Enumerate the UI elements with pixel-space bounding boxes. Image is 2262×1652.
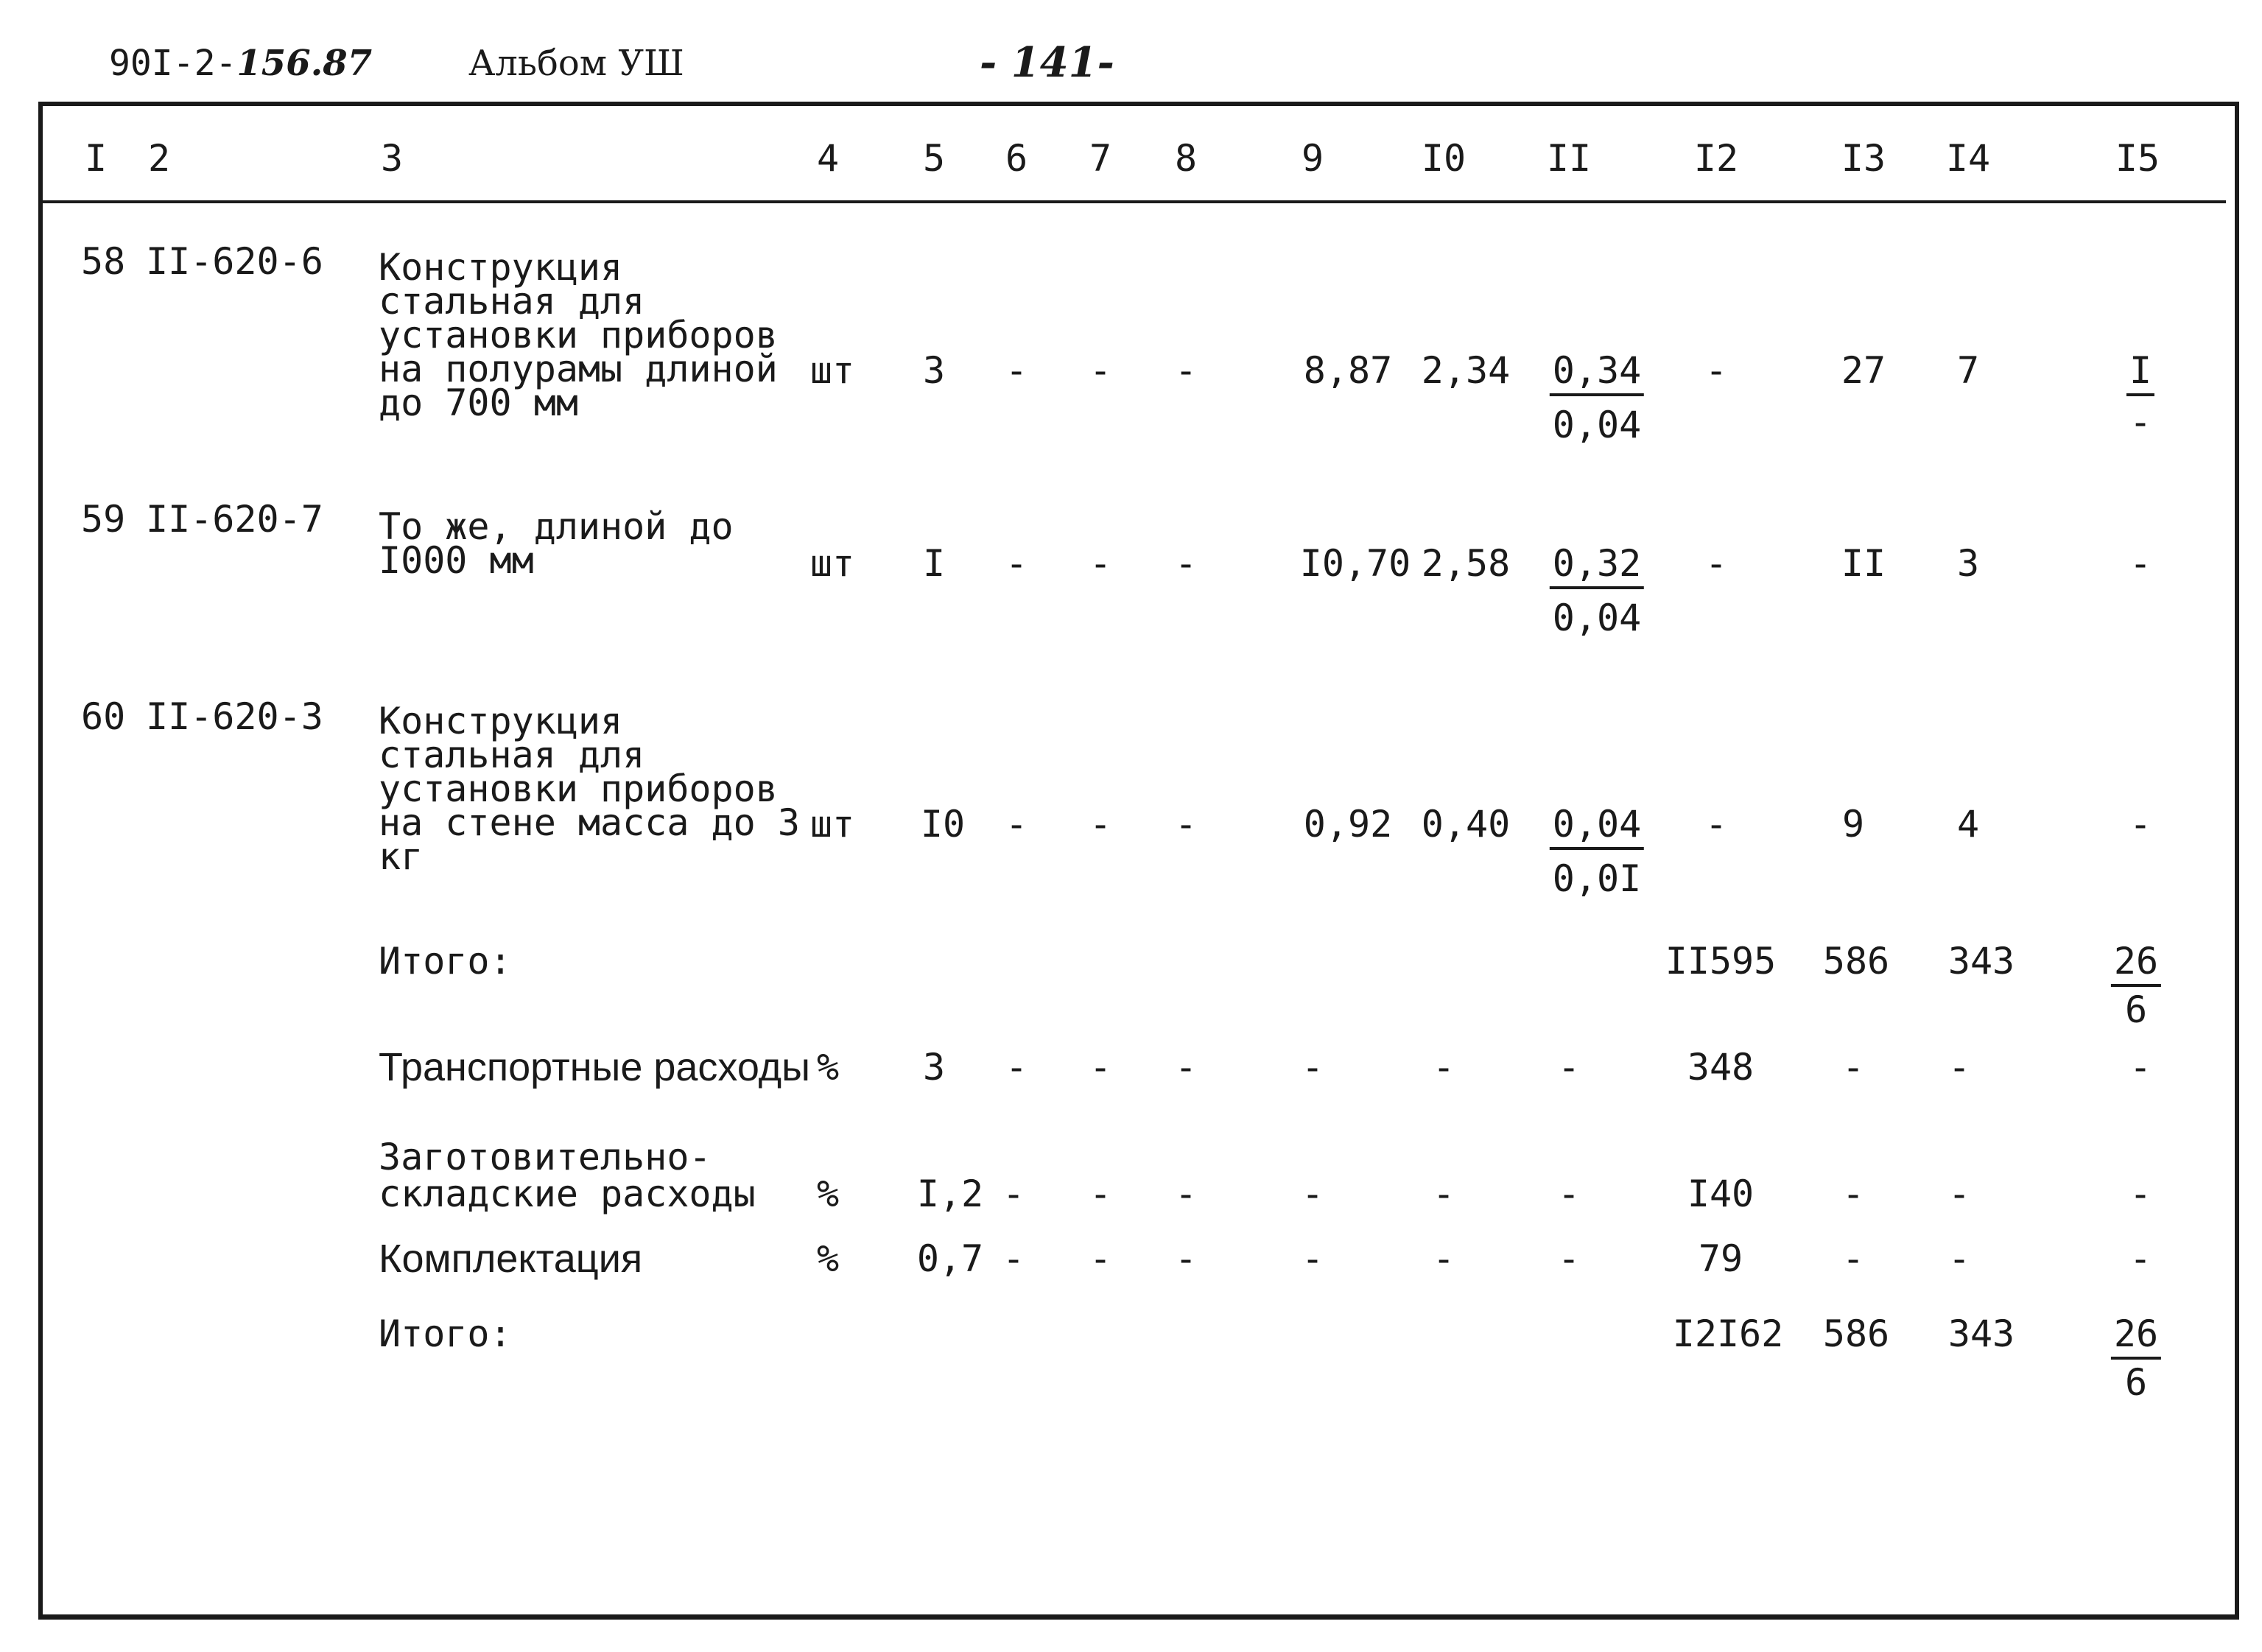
album-label: Альбом УШ (468, 43, 684, 84)
row-col-6: - (1005, 542, 1028, 585)
row-col-5: I0 (920, 803, 966, 846)
col-header-9: 9 (1301, 137, 1324, 180)
row-col-10: 2,34 (1421, 349, 1511, 392)
row-col-11-fraction (1550, 542, 1644, 639)
charge-col-13: - (1841, 1173, 1865, 1215)
row-number: 58 (81, 240, 126, 283)
col-header-11: II (1546, 137, 1592, 180)
row-number: 60 (81, 695, 126, 738)
row-col-9: 0,92 (1303, 803, 1393, 846)
row-col-13: 9 (1841, 803, 1865, 846)
row-code: II-620-6 (146, 240, 323, 283)
total-col-15-fraction (2111, 1312, 2161, 1404)
row-col-14: 7 (1956, 349, 1980, 392)
doc-code (109, 43, 372, 84)
charge-col-15: - (2129, 1046, 2152, 1089)
charge-col-11: - (1557, 1237, 1581, 1280)
col-header-12: I2 (1693, 137, 1739, 180)
row-description: То же, длиной до I000 мм (379, 505, 734, 582)
row-col-9: I0,70 (1299, 542, 1411, 585)
charge-col-8: - (1174, 1173, 1198, 1215)
row-col-14: 4 (1956, 803, 1980, 846)
charge-col-7: - (1089, 1237, 1112, 1280)
charge-col-13: - (1841, 1237, 1865, 1280)
charge-col-7: - (1089, 1173, 1112, 1215)
charge-label: Транспортные расходы (379, 1045, 810, 1089)
row-unit: шт (809, 349, 855, 392)
charge-col-15: - (2129, 1237, 2152, 1280)
charge-col-14: - (1947, 1046, 1971, 1089)
charge-col-11: - (1557, 1046, 1581, 1089)
row-col-14: 3 (1956, 542, 1980, 585)
charge-unit: % (816, 1237, 840, 1280)
charge-col-12: 79 (1698, 1237, 1743, 1280)
charge-col-15: - (2129, 1173, 2152, 1215)
charge-col-5: 0,7 (916, 1237, 984, 1280)
row-col-15: - (2129, 803, 2152, 846)
charge-col-8: - (1174, 1046, 1198, 1089)
fraction-top: 0,34 (1550, 352, 1644, 396)
col-header-6: 6 (1005, 137, 1028, 180)
subtotal-col-15-fraction (2111, 940, 2161, 1031)
table-frame (38, 102, 2239, 1620)
doc-code-handwritten: 156.87 (236, 43, 373, 84)
fraction-top: I (2126, 352, 2154, 396)
row-unit: шт (809, 542, 855, 585)
charge-col-14: - (1947, 1173, 1971, 1215)
charge-col-5: 3 (922, 1046, 946, 1089)
row-number: 59 (81, 498, 126, 541)
row-col-5: 3 (922, 349, 946, 392)
charge-col-6: - (1002, 1237, 1025, 1280)
charge-col-8: - (1174, 1237, 1198, 1280)
row-col-10: 0,40 (1421, 803, 1511, 846)
header-rule (43, 200, 2226, 203)
charge-col-9: - (1301, 1173, 1324, 1215)
row-col-7: - (1089, 349, 1112, 392)
subtotal-col-13: 586 (1822, 940, 1890, 983)
fraction-bottom: 0,04 (1552, 597, 1642, 639)
row-col-6: - (1005, 803, 1028, 846)
charge-col-9: - (1301, 1046, 1324, 1089)
charge-label: Комплектация (379, 1237, 643, 1281)
col-header-7: 7 (1089, 137, 1112, 180)
row-col-12: - (1704, 542, 1728, 585)
subtotal-label: Итого: (379, 940, 512, 983)
row-code: II-620-3 (146, 695, 323, 738)
charge-col-10: - (1432, 1237, 1455, 1280)
col-header-3: 3 (380, 137, 404, 180)
charge-col-13: - (1841, 1046, 1865, 1089)
fraction-top: 0,04 (1550, 806, 1644, 850)
col-header-1: I (84, 137, 108, 180)
row-col-5: I (922, 542, 946, 585)
col-header-10: I0 (1421, 137, 1467, 180)
charge-col-11: - (1557, 1173, 1581, 1215)
row-unit: шт (809, 803, 855, 846)
row-col-10: 2,58 (1421, 542, 1511, 585)
row-col-15: - (2129, 542, 2152, 585)
total-label: Итого: (379, 1312, 512, 1355)
row-col-11-fraction (1550, 349, 1644, 446)
charge-col-12: 348 (1687, 1046, 1755, 1089)
row-col-9: 8,87 (1303, 349, 1393, 392)
charge-unit: % (816, 1046, 840, 1089)
charge-col-6: - (1002, 1173, 1025, 1215)
fraction-bottom: 6 (2124, 988, 2148, 1031)
row-col-7: - (1089, 803, 1112, 846)
col-header-4: 4 (816, 137, 840, 180)
subtotal-col-12: II595 (1665, 940, 1777, 983)
fraction-bottom: - (2129, 401, 2152, 443)
col-header-14: I4 (1945, 137, 1991, 180)
charge-col-5: I,2 (916, 1173, 984, 1215)
row-description: Конструкция стальная для установки приборов на полурамы длиной до 700 мм (379, 246, 778, 424)
row-col-12: - (1704, 349, 1728, 392)
col-header-8: 8 (1174, 137, 1198, 180)
row-col-13: II (1841, 542, 1886, 585)
fraction-top: 26 (2111, 1315, 2161, 1360)
fraction-top: 0,32 (1550, 545, 1644, 589)
col-header-15: I5 (2115, 137, 2160, 180)
fraction-top: 26 (2111, 943, 2161, 987)
fraction-bottom: 0,0I (1552, 857, 1642, 900)
row-col-6: - (1005, 349, 1028, 392)
subtotal-col-14: 343 (1947, 940, 2015, 983)
row-description: Конструкция стальная для установки приборов на стене масса до 3 кг (379, 700, 800, 878)
row-col-8: - (1174, 542, 1198, 585)
row-col-7: - (1089, 542, 1112, 585)
charge-col-10: - (1432, 1046, 1455, 1089)
charge-col-14: - (1947, 1237, 1971, 1280)
charge-label: Заготовительно-складские расходы (379, 1136, 756, 1215)
row-col-11-fraction (1550, 803, 1644, 900)
doc-code-prefix: 90I-2- (109, 43, 237, 84)
row-col-8: - (1174, 349, 1198, 392)
row-col-13: 27 (1841, 349, 1886, 392)
col-header-13: I3 (1841, 137, 1886, 180)
charge-col-9: - (1301, 1237, 1324, 1280)
total-col-14: 343 (1947, 1312, 2015, 1355)
charge-unit: % (816, 1173, 840, 1215)
page-number: - 141- (980, 38, 1114, 87)
col-header-5: 5 (922, 137, 946, 180)
charge-col-7: - (1089, 1046, 1112, 1089)
row-col-15-fraction (2126, 349, 2154, 443)
fraction-bottom: 0,04 (1552, 404, 1642, 446)
total-col-12: I2I62 (1672, 1312, 1784, 1355)
row-code: II-620-7 (146, 498, 323, 541)
row-col-8: - (1174, 803, 1198, 846)
total-col-13: 586 (1822, 1312, 1890, 1355)
fraction-bottom: 6 (2124, 1361, 2148, 1404)
charge-col-10: - (1432, 1173, 1455, 1215)
charge-col-6: - (1005, 1046, 1028, 1089)
col-header-2: 2 (147, 137, 171, 180)
charge-col-12: I40 (1687, 1173, 1755, 1215)
row-col-12: - (1704, 803, 1728, 846)
